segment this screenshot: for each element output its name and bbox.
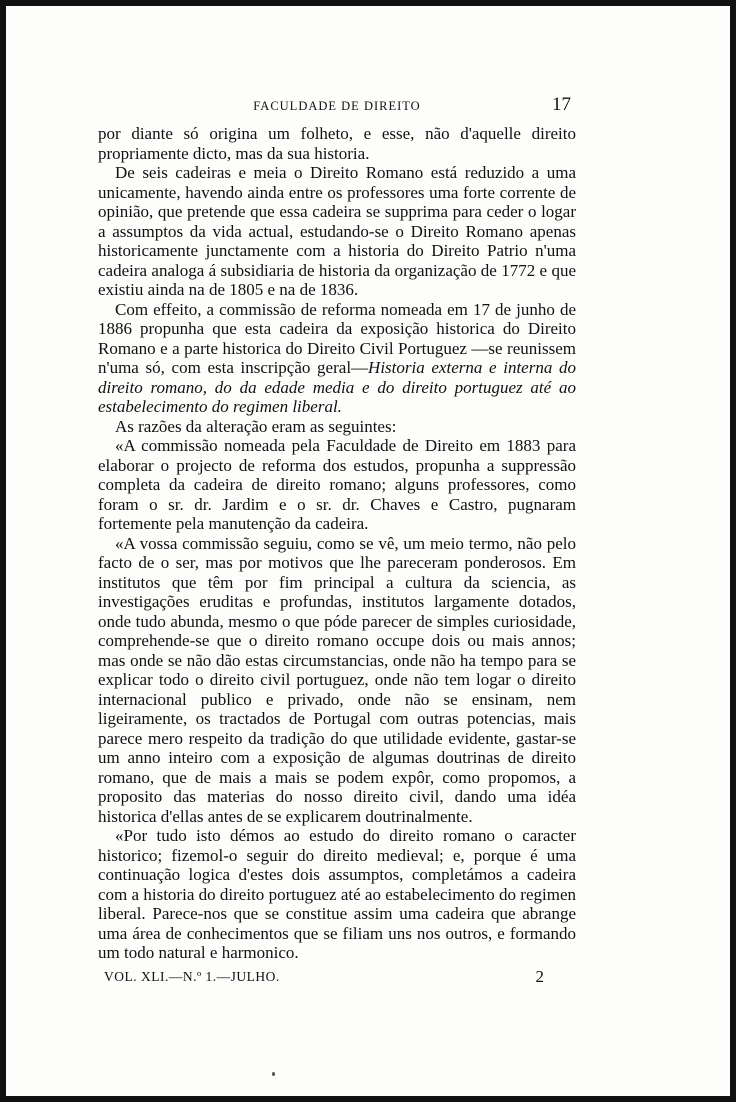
paragraph <box>98 534 576 827</box>
volume-signature: VOL. XLI.—N.º 1.—JULHO. <box>104 968 280 984</box>
paragraph <box>98 417 576 437</box>
text-segment: Com effeito, a commissão de reforma nomeada em 17 de junho de 1886 propunha que esta cadeira da exposição historica do Direito Romano e a parte historica do Direito Civil Portuguez —se reunissem n'uma só, com esta inscripção geral— <box>98 299 576 377</box>
text-segment: As razões da alteração eram as seguintes: <box>115 416 397 436</box>
paragraph <box>98 826 576 963</box>
text-segment: por diante só origina um folheto, e esse, não d'aquelle direito propriamente dicto, mas da sua historia. <box>98 124 576 163</box>
running-head: FACULDADE DE DIREITO <box>253 99 421 113</box>
paragraph <box>98 163 576 300</box>
text-segment: «Por tudo isto démos ao estudo do direito romano o caracter historico; fizemol-o seguir do direito medieval; e, porque é uma continuação logica d'estes dois assumptos, completámos a cadeira com a historia do direito portuguez até ao estabelecimento do regimen liberal. Parece-nos que se constitue assim uma cadeira que abrange uma área de conhecimentos que se filiam uns nos outros, e formando um todo natural e harmonico. <box>98 826 576 962</box>
italic-text-segment: Historia externa e interna do direito romano, do da edade media e do direito portuguez até ao estabelecimento do regimen liberal. <box>98 358 576 416</box>
paragraph <box>98 436 576 534</box>
paper-speck <box>272 1072 275 1076</box>
paragraph <box>98 300 576 417</box>
page-footer <box>98 966 576 991</box>
paragraph <box>98 124 576 163</box>
text-segment: «A commissão nomeada pela Faculdade de Direito em 1883 para elaborar o projecto de reforma dos estudos, propunha a suppressão completa da cadeira de direito romano; alguns professores, como foram o sr. dr. Jardim e o sr. dr. Chaves e Castro, pugnaram fortemente pela manutenção da cadeira. <box>98 436 576 533</box>
text-segment: «A vossa commissão seguiu, como se vê, um meio termo, não pelo facto de o ser, mas por motivos que lhe pareceram ponderosos. Em institutos que têm por fim principal a cultura da sciencia, as investigações eruditas e profundas, institutos largamente dotados, onde tudo abunda, mesmo o que póde parecer de simples curiosidade, comprehende-se que o direito romano occupe dois ou mais annos; mas onde se não dão estas circumstancias, onde não ha tempo para se explicar todo o direito civil portuguez, onde não tem logar o direito internacional publico e privado, onde não se ensinam, nem ligeiramente, os tractados de Portugal com outras potencias, mais parece mero respeito da tradição do que utilidade evidente, gastar-se um anno inteiro com a exposição de algumas doutrinas de direito romano, que de mais a mais se podem expôr, como propomos, a proposito das materias do nosso direito civil, dando uma idéa historica d'ellas antes de se explicarem doutrinalmente. <box>98 533 576 826</box>
text-segment: De seis cadeiras e meia o Direito Romano está reduzido a uma unicamente, havendo ainda entre os professores uma forte corrente de opinião, que pretende que essa cadeira se supprima para ceder o logar a assumptos da vida actual, estudando-se o Direito Romano apenas historicamente junctamente com a historia do Direito Patrio n'uma cadeira analoga á subsidiaria de historia da organização de 1772 e que existiu ainda na de 1805 e na de 1836. <box>98 163 576 299</box>
document-page <box>98 96 576 991</box>
page-header <box>98 96 576 124</box>
sheet-number: 2 <box>535 966 544 986</box>
page-number: 17 <box>552 94 571 115</box>
body-text <box>98 124 576 963</box>
